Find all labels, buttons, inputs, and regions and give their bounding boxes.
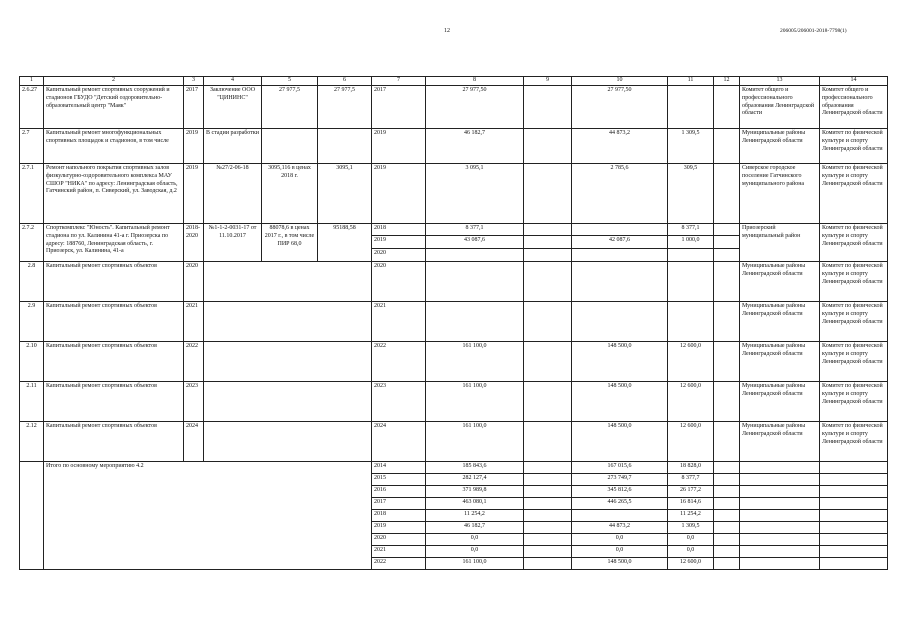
table-cell bbox=[204, 422, 372, 462]
table-cell bbox=[524, 224, 572, 236]
table-cell bbox=[820, 558, 888, 570]
table-cell: 2017 bbox=[372, 498, 426, 510]
table-cell bbox=[714, 129, 740, 164]
table-cell: Комитет общего и профессионального образования Ленинградской области bbox=[740, 86, 820, 129]
table-cell: 2014 bbox=[372, 462, 426, 474]
table-cell: 2.10 bbox=[20, 342, 44, 382]
table-cell: 27 977,5 bbox=[318, 86, 372, 129]
table-cell: 12 600,0 bbox=[668, 422, 714, 462]
table-cell bbox=[820, 486, 888, 498]
table-row bbox=[20, 422, 888, 462]
table-cell: 371 989,8 bbox=[426, 486, 524, 498]
table-cell: 18 828,0 bbox=[668, 462, 714, 474]
table-cell bbox=[820, 546, 888, 558]
table-cell: 44 873,2 bbox=[572, 129, 668, 164]
table-cell: 185 843,6 bbox=[426, 462, 524, 474]
table-cell: 2019 bbox=[372, 236, 426, 249]
table-cell: 0,0 bbox=[668, 534, 714, 546]
table-cell: 2018-2020 bbox=[184, 224, 204, 262]
table-cell: 2017 bbox=[372, 86, 426, 129]
table-cell bbox=[524, 382, 572, 422]
table-cell: 1 bbox=[20, 77, 44, 86]
table-cell bbox=[714, 474, 740, 486]
table-cell bbox=[714, 86, 740, 129]
table-cell bbox=[714, 224, 740, 236]
table-cell bbox=[740, 486, 820, 498]
table-cell bbox=[204, 342, 372, 382]
table-cell: 88078,6 в ценах 2017 г., в том числе ПИР 68,0 bbox=[262, 224, 318, 262]
table-cell: 95188,58 bbox=[318, 224, 372, 262]
table-cell bbox=[714, 558, 740, 570]
table-cell: 0,0 bbox=[572, 534, 668, 546]
table-cell bbox=[714, 262, 740, 302]
table-cell: 1 000,0 bbox=[668, 236, 714, 249]
table-cell bbox=[524, 546, 572, 558]
table-cell bbox=[204, 262, 372, 302]
table-cell bbox=[524, 86, 572, 129]
table-cell: 11 254,2 bbox=[426, 510, 524, 522]
table-cell bbox=[524, 462, 572, 474]
table-cell: Комитет по физической культуре и спорту Ленинградской области bbox=[820, 129, 888, 164]
table-cell: 2019 bbox=[372, 522, 426, 534]
table-cell: №1-1-2-0031-17 от 11.10.2017 bbox=[204, 224, 262, 262]
table-cell bbox=[820, 498, 888, 510]
table-cell: 2021 bbox=[372, 546, 426, 558]
table-cell: Муниципальные районы Ленинградской области bbox=[740, 262, 820, 302]
table-cell: 2.11 bbox=[20, 382, 44, 422]
table-cell bbox=[524, 474, 572, 486]
table-cell: 2015 bbox=[372, 474, 426, 486]
table-cell: 13 bbox=[740, 77, 820, 86]
table-cell: 3 bbox=[184, 77, 204, 86]
table-cell bbox=[524, 534, 572, 546]
table-cell: Муниципальные районы Ленинградской области bbox=[740, 382, 820, 422]
table-cell: 148 500,0 bbox=[572, 382, 668, 422]
table-row bbox=[20, 129, 888, 164]
table-cell bbox=[204, 382, 372, 422]
table-cell: 9 bbox=[524, 77, 572, 86]
table-cell: Сиверское городское поселение Гатчинского муниципального района bbox=[740, 164, 820, 224]
table-cell: 1 309,5 bbox=[668, 129, 714, 164]
table-cell: В стадии разработки bbox=[204, 129, 262, 164]
table-cell bbox=[572, 510, 668, 522]
table-cell: 2.7.1 bbox=[20, 164, 44, 224]
table-cell: 167 015,6 bbox=[572, 462, 668, 474]
table-cell: 2021 bbox=[372, 302, 426, 342]
table-cell: 0,0 bbox=[426, 546, 524, 558]
table-cell: 2019 bbox=[372, 164, 426, 224]
table-cell: Итого по основному мероприятию 4.2 bbox=[44, 462, 372, 570]
table-cell: 2024 bbox=[184, 422, 204, 462]
table-cell bbox=[524, 302, 572, 342]
table-cell: 2021 bbox=[184, 302, 204, 342]
table-cell: 2022 bbox=[184, 342, 204, 382]
table-cell: 2.7 bbox=[20, 129, 44, 164]
table-cell: 2020 bbox=[372, 534, 426, 546]
table-cell: 1 309,5 bbox=[668, 522, 714, 534]
table-cell bbox=[714, 382, 740, 422]
table-cell bbox=[524, 522, 572, 534]
table-cell bbox=[820, 534, 888, 546]
table-cell: 8 377,1 bbox=[426, 224, 524, 236]
table-cell: 0,0 bbox=[668, 546, 714, 558]
table-cell: Капитальный ремонт спортивных объектов bbox=[44, 262, 184, 302]
table-cell: Комитет по физической культуре и спорту Ленинградской области bbox=[820, 382, 888, 422]
table-cell: 2018 bbox=[372, 224, 426, 236]
table-cell: 12 600,0 bbox=[668, 382, 714, 422]
table-cell bbox=[714, 498, 740, 510]
table-cell bbox=[262, 129, 318, 164]
table-cell: 27 977,5 bbox=[262, 86, 318, 129]
table-cell: 11 bbox=[668, 77, 714, 86]
table-cell bbox=[524, 558, 572, 570]
table-cell: Муниципальные районы Ленинградской области bbox=[740, 302, 820, 342]
table-cell: 2.12 bbox=[20, 422, 44, 462]
table-row bbox=[20, 262, 888, 302]
column-number-row bbox=[20, 77, 888, 86]
table-cell bbox=[426, 302, 524, 342]
table-cell: Спорткомплекс "Юность". Капитальный ремонт стадиона по ул. Калинина 41-а г. Приозерска по адресу: 188760, Ленинградская область, г. Приозерск, ул. Калинина, 41-а bbox=[44, 224, 184, 262]
table-cell: 2020 bbox=[372, 249, 426, 262]
table-cell: 161 100,0 bbox=[426, 558, 524, 570]
table-cell: №27/2-06-18 bbox=[204, 164, 262, 224]
table-cell bbox=[524, 249, 572, 262]
table-cell: 2023 bbox=[372, 382, 426, 422]
table-cell: 26 177,2 bbox=[668, 486, 714, 498]
table-cell: 8 377,1 bbox=[668, 224, 714, 236]
table-cell bbox=[714, 164, 740, 224]
table-cell: 2019 bbox=[184, 164, 204, 224]
table-cell bbox=[318, 129, 372, 164]
table-cell: 2020 bbox=[184, 262, 204, 302]
table-cell bbox=[426, 249, 524, 262]
table-cell: 2017 bbox=[184, 86, 204, 129]
table-cell: 345 812,6 bbox=[572, 486, 668, 498]
table-cell bbox=[668, 249, 714, 262]
table-cell: 3095,1 bbox=[318, 164, 372, 224]
table-cell: 5 bbox=[262, 77, 318, 86]
table-cell: Муниципальные районы Ленинградской области bbox=[740, 422, 820, 462]
program-table bbox=[19, 76, 888, 570]
table-cell: Капитальный ремонт спортивных объектов bbox=[44, 382, 184, 422]
table-cell bbox=[820, 474, 888, 486]
table-cell bbox=[820, 462, 888, 474]
page-number: 12 bbox=[444, 28, 450, 34]
table-cell: 27 977,50 bbox=[426, 86, 524, 129]
table-cell bbox=[740, 474, 820, 486]
table-cell bbox=[740, 534, 820, 546]
table-cell: 12 600,0 bbox=[668, 558, 714, 570]
table-cell bbox=[714, 462, 740, 474]
table-cell: 2019 bbox=[372, 129, 426, 164]
table-cell: 148 500,0 bbox=[572, 422, 668, 462]
table-cell: Капитальный ремонт многофункциональных спортивных площадок и стадионов, в том числе bbox=[44, 129, 184, 164]
table-row bbox=[20, 382, 888, 422]
table-cell: 148 500,0 bbox=[572, 342, 668, 382]
table-cell: 12 600,0 bbox=[668, 342, 714, 382]
table-cell: Комитет по физической культуре и спорту Ленинградской области bbox=[820, 342, 888, 382]
table-cell: 2024 bbox=[372, 422, 426, 462]
table-cell: 8 bbox=[426, 77, 524, 86]
table-cell bbox=[714, 546, 740, 558]
table-cell bbox=[740, 510, 820, 522]
table-cell bbox=[524, 498, 572, 510]
table-cell: 2018 bbox=[372, 510, 426, 522]
table-cell bbox=[740, 522, 820, 534]
totals-row bbox=[20, 462, 888, 474]
table-cell bbox=[524, 422, 572, 462]
table-cell bbox=[714, 236, 740, 249]
table-cell bbox=[714, 302, 740, 342]
table-cell: Капитальный ремонт спортивных сооружений и стадионов ГБУДО "Детский оздоровительно-образовательный центр "Маяк" bbox=[44, 86, 184, 129]
table-cell: 12 bbox=[714, 77, 740, 86]
table-cell bbox=[668, 262, 714, 302]
table-cell: Ремонт напольного покрытия спортивных залов физкультурно-оздоровительного комплекса МАУ СШОР "НИКА" по адресу: Ленинградская область, Гатчинский район, п. Сиверский, ул. Заводская, д.2 bbox=[44, 164, 184, 224]
table-cell: 42 087,6 bbox=[572, 236, 668, 249]
table-cell: 43 087,6 bbox=[426, 236, 524, 249]
table-cell: 14 bbox=[820, 77, 888, 86]
table-cell: Заключение ООО "ЦИНИНС" bbox=[204, 86, 262, 129]
table-cell: 0,0 bbox=[426, 534, 524, 546]
table-cell: 161 100,0 bbox=[426, 342, 524, 382]
table-cell: 46 182,7 bbox=[426, 129, 524, 164]
table-cell: 309,5 bbox=[668, 164, 714, 224]
table-cell bbox=[740, 462, 820, 474]
table-cell bbox=[668, 302, 714, 342]
table-cell: Муниципальные районы Ленинградской области bbox=[740, 129, 820, 164]
table-row bbox=[20, 224, 888, 236]
table-cell: 3095,116 в ценах 2018 г. bbox=[262, 164, 318, 224]
table-cell: 2.6.27 bbox=[20, 86, 44, 129]
table-cell: Капитальный ремонт спортивных объектов bbox=[44, 302, 184, 342]
table-cell: Капитальный ремонт спортивных объектов bbox=[44, 342, 184, 382]
table-cell: 2022 bbox=[372, 558, 426, 570]
table-cell: 7 bbox=[372, 77, 426, 86]
table-cell bbox=[524, 236, 572, 249]
table-cell bbox=[714, 522, 740, 534]
table-cell: 2 785,6 bbox=[572, 164, 668, 224]
table-cell: 446 265,5 bbox=[572, 498, 668, 510]
table-row bbox=[20, 86, 888, 129]
table-cell: 4 bbox=[204, 77, 262, 86]
table-cell: 8 377,7 bbox=[668, 474, 714, 486]
table-cell: 2.9 bbox=[20, 302, 44, 342]
table-cell: 282 127,4 bbox=[426, 474, 524, 486]
table-cell: 27 977,50 bbox=[572, 86, 668, 129]
table-row bbox=[20, 342, 888, 382]
table-cell bbox=[572, 302, 668, 342]
table-cell: 161 100,0 bbox=[426, 422, 524, 462]
table-cell: 2 bbox=[44, 77, 184, 86]
table-cell: 463 080,1 bbox=[426, 498, 524, 510]
table-cell: 273 749,7 bbox=[572, 474, 668, 486]
table-cell bbox=[524, 486, 572, 498]
table-cell bbox=[524, 342, 572, 382]
table-cell bbox=[714, 422, 740, 462]
table-cell bbox=[714, 486, 740, 498]
table-cell: Комитет общего и профессионального образования Ленинградской области bbox=[820, 86, 888, 129]
table-cell: Комитет по физической культуре и спорту Ленинградской области bbox=[820, 164, 888, 224]
table-cell: Комитет по физической культуре и спорту Ленинградской области bbox=[820, 262, 888, 302]
table-cell: Приозерский муниципальный район bbox=[740, 224, 820, 262]
table-cell: Муниципальные районы Ленинградской области bbox=[740, 342, 820, 382]
table-cell: 16 814,6 bbox=[668, 498, 714, 510]
table-cell: 2022 bbox=[372, 342, 426, 382]
table-cell bbox=[524, 510, 572, 522]
table-cell bbox=[524, 262, 572, 302]
table-cell: 46 182,7 bbox=[426, 522, 524, 534]
table-cell bbox=[572, 262, 668, 302]
table-body bbox=[20, 77, 888, 570]
table-row bbox=[20, 302, 888, 342]
table-cell: 2023 bbox=[184, 382, 204, 422]
table-cell: 2016 bbox=[372, 486, 426, 498]
table-cell bbox=[714, 342, 740, 382]
table-cell bbox=[714, 510, 740, 522]
table-cell bbox=[820, 510, 888, 522]
table-cell bbox=[426, 262, 524, 302]
table-cell: 2019 bbox=[184, 129, 204, 164]
table-cell bbox=[714, 249, 740, 262]
table-cell: 2.7.2 bbox=[20, 224, 44, 262]
table-row bbox=[20, 164, 888, 224]
table-cell bbox=[740, 558, 820, 570]
table-cell bbox=[668, 86, 714, 129]
table-cell: 11 254,2 bbox=[668, 510, 714, 522]
table-cell bbox=[524, 129, 572, 164]
table-cell: 44 873,2 bbox=[572, 522, 668, 534]
table-cell: Комитет по физической культуре и спорту Ленинградской области bbox=[820, 422, 888, 462]
table-cell bbox=[740, 546, 820, 558]
table-cell bbox=[820, 522, 888, 534]
table-cell: 2.8 bbox=[20, 262, 44, 302]
table-cell: Комитет по физической культуре и спорту Ленинградской области bbox=[820, 224, 888, 262]
table-cell: 0,0 bbox=[572, 546, 668, 558]
table-cell bbox=[524, 164, 572, 224]
table-cell: Комитет по физической культуре и спорту Ленинградской области bbox=[820, 302, 888, 342]
table-cell: 6 bbox=[318, 77, 372, 86]
table-cell: Капитальный ремонт спортивных объектов bbox=[44, 422, 184, 462]
table-cell bbox=[714, 534, 740, 546]
table-cell: 2020 bbox=[372, 262, 426, 302]
table-cell: 148 500,0 bbox=[572, 558, 668, 570]
table-cell bbox=[572, 249, 668, 262]
table-cell: 161 100,0 bbox=[426, 382, 524, 422]
document-code: 206005/206001-2018-7798(1) bbox=[780, 28, 847, 34]
table-cell bbox=[20, 462, 44, 570]
table-cell bbox=[572, 224, 668, 236]
table-cell: 10 bbox=[572, 77, 668, 86]
table-cell bbox=[740, 498, 820, 510]
table-cell bbox=[204, 302, 372, 342]
table-cell: 3 095,1 bbox=[426, 164, 524, 224]
